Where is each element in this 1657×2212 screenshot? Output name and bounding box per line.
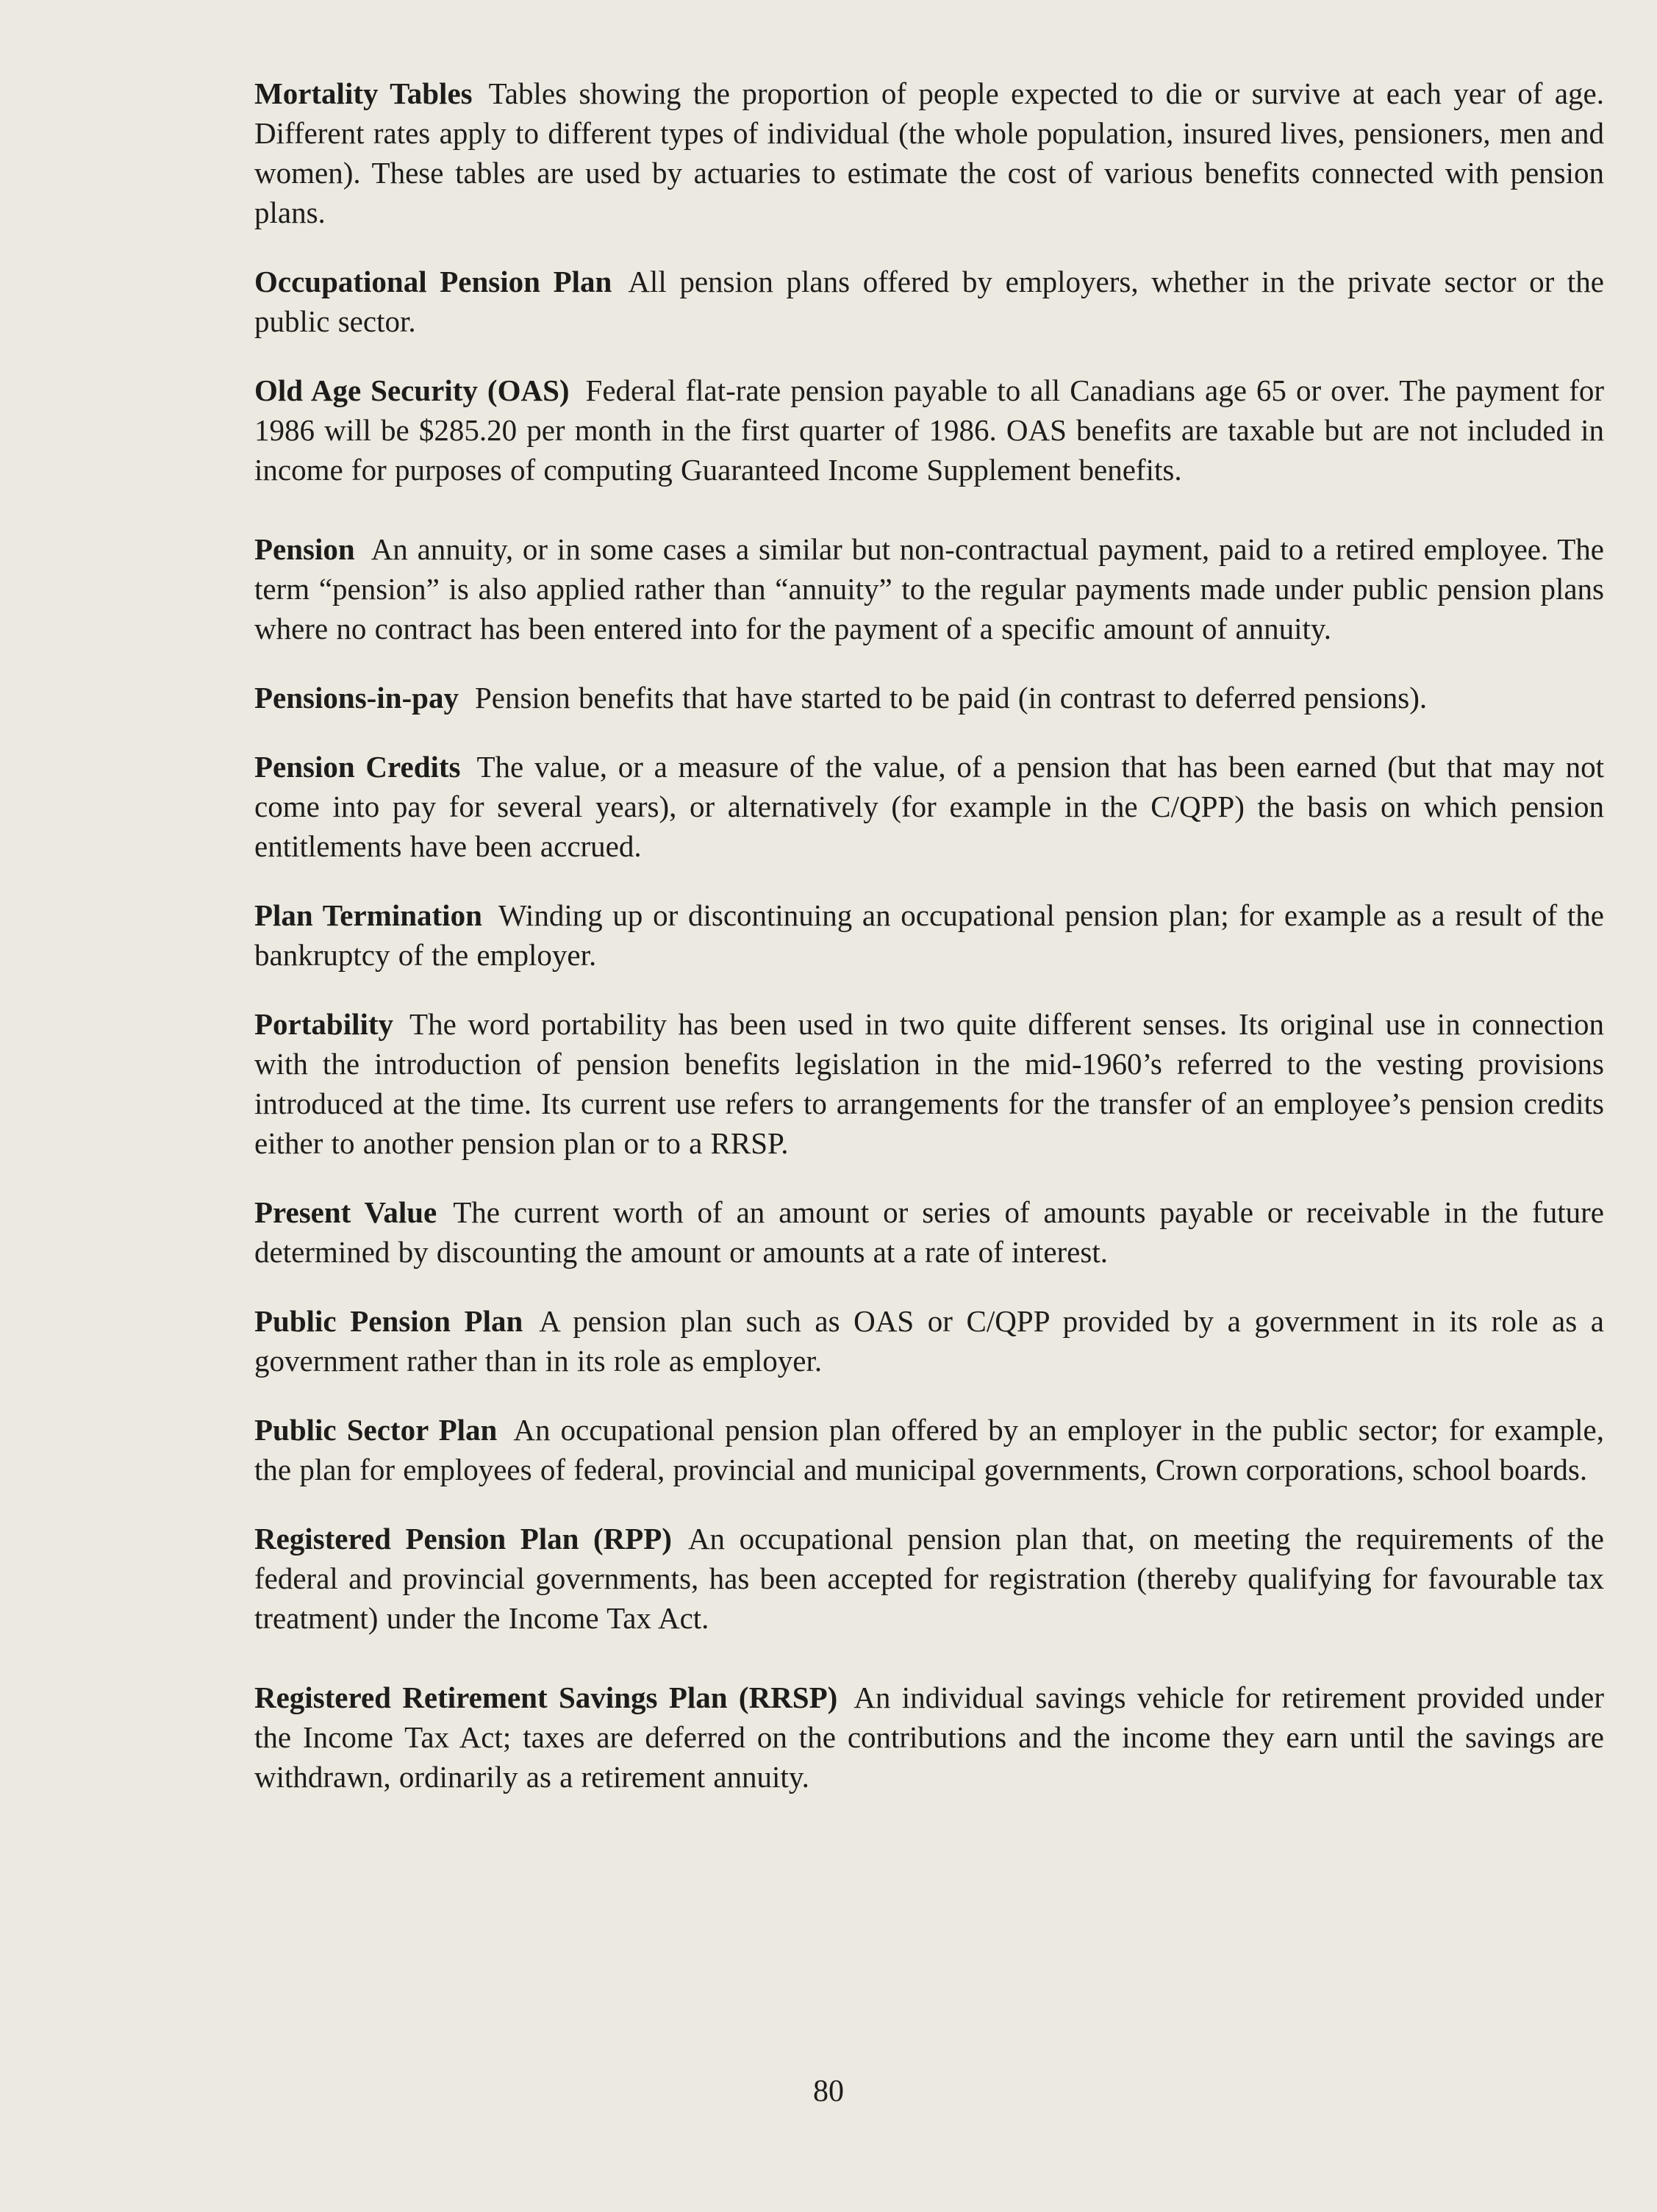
glossary-entry-present-value bbox=[254, 1192, 1604, 1272]
glossary-entry-occupational-pension-plan bbox=[254, 262, 1604, 341]
entry-term: Plan Termination bbox=[254, 898, 482, 932]
entry-definition: The value, or a measure of the value, of a pension that has been earned (but that may not come into pay for several years), or alternatively (for example in the C/QPP) the basis on which pension entitlements have been accrued. bbox=[254, 750, 1604, 863]
glossary-entry-mortality-tables bbox=[254, 74, 1604, 232]
entry-definition: A pension plan such as OAS or C/QPP provided by a government in its role as a government rather than in its role as employer. bbox=[254, 1304, 1604, 1378]
entry-term: Mortality Tables bbox=[254, 76, 473, 110]
entry-term: Registered Retirement Savings Plan (RRSP) bbox=[254, 1681, 838, 1714]
entry-definition: An individual savings vehicle for retirement provided under the Income Tax Act; taxes are deferred on the contributions and the income they earn until the savings are withdrawn, ordinarily as a retirement annuity. bbox=[254, 1681, 1604, 1794]
entry-definition: Tables showing the proportion of people expected to die or survive at each year of age. Different rates apply to different types of individual (the whole population, insured lives, pensioners, men and women). These tables are used by actuaries to estimate the cost of various benefits connected with pension plans. bbox=[254, 76, 1604, 229]
entry-term: Public Sector Plan bbox=[254, 1413, 498, 1447]
entry-term: Occupational Pension Plan bbox=[254, 265, 612, 298]
entry-definition: An occupational pension plan that, on meeting the requirements of the federal and provincial governments, has been accepted for registration (thereby qualifying for favourable tax treatment) under the Income Tax Act. bbox=[254, 1522, 1604, 1635]
glossary-entry-pension bbox=[254, 529, 1604, 648]
glossary-entry-old-age-security bbox=[254, 371, 1604, 490]
glossary-entry-rrsp bbox=[254, 1678, 1604, 1797]
entry-definition: All pension plans offered by employers, whether in the private sector or the public sector. bbox=[254, 265, 1604, 338]
entry-term: Pension bbox=[254, 532, 355, 566]
page-number: 80 bbox=[813, 2075, 844, 2108]
entry-term: Pensions-in-pay bbox=[254, 681, 459, 715]
glossary-entry-plan-termination bbox=[254, 895, 1604, 975]
glossary-entry-public-sector-plan bbox=[254, 1410, 1604, 1489]
entry-definition: The word portability has been used in two quite different senses. Its original use in connection with the introduction of pension benefits legislation in the mid-1960’s referred to the vesting provisions introduced at the time. Its current use refers to arrangements for the transfer of an employee’s pension credits either to another pension plan or to a RRSP. bbox=[254, 1007, 1604, 1160]
entry-definition: Pension benefits that have started to be paid (in contrast to deferred pensions). bbox=[474, 681, 1428, 715]
glossary-entry-pension-credits bbox=[254, 747, 1604, 866]
glossary-entries bbox=[254, 74, 1604, 1826]
entry-definition: An occupational pension plan offered by an employer in the public sector; for example, the plan for employees of federal, provincial and municipal governments, Crown corporations, school boards. bbox=[254, 1413, 1604, 1486]
entry-definition: An annuity, or in some cases a similar but non-contractual payment, paid to a retired employee. The term “pension” is also applied rather than “annuity” to the regular payments made under public pension plans where no contract has been entered into for the payment of a specific amount of annuity. bbox=[254, 532, 1604, 645]
glossary-entry-pensions-in-pay bbox=[254, 678, 1604, 717]
entry-term: Pension Credits bbox=[254, 750, 461, 784]
entry-term: Old Age Security (OAS) bbox=[254, 373, 570, 407]
entry-definition: The current worth of an amount or series of amounts payable or receivable in the future determined by discounting the amount or amounts at a rate of interest. bbox=[254, 1195, 1604, 1269]
entry-term: Portability bbox=[254, 1007, 394, 1041]
entry-definition: Winding up or discontinuing an occupational pension plan; for example as a result of the bankruptcy of the employer. bbox=[254, 898, 1604, 972]
entry-term: Public Pension Plan bbox=[254, 1304, 523, 1338]
entry-definition: Federal flat-rate pension payable to all Canadians age 65 or over. The payment for 1986 will be $285.20 per month in the first quarter of 1986. OAS benefits are taxable but are not included in income for purposes of computing Guaranteed Income Supplement benefits. bbox=[254, 373, 1605, 487]
entry-term: Registered Pension Plan (RPP) bbox=[254, 1522, 672, 1556]
glossary-entry-portability bbox=[254, 1004, 1604, 1163]
glossary-entry-public-pension-plan bbox=[254, 1301, 1604, 1381]
glossary-entry-registered-pension-plan bbox=[254, 1519, 1604, 1638]
entry-term: Present Value bbox=[254, 1195, 437, 1229]
